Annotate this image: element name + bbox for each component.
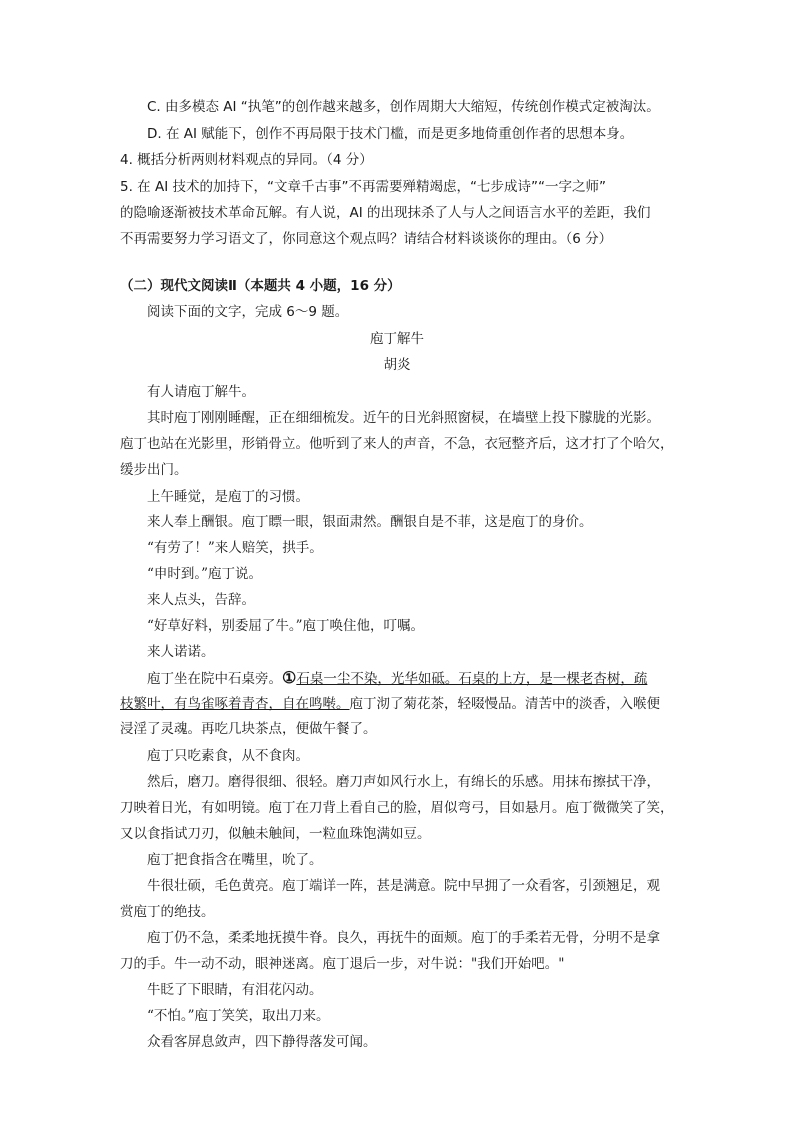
story-author: 胡炎 xyxy=(383,357,411,373)
paragraph-12-line-2: 刀映着日光，有如明镜。庖丁在刀背上看自己的脸，眉似弯弓，目如悬月。庖丁微微笑了笑， xyxy=(120,800,674,816)
question-5-line-1: 5. 在 AI 技术的加持下，“文章千古事”不再需要殚精竭虑，“七步成诗”“一字之师” xyxy=(120,179,606,195)
paragraph-10-lead: 庖丁坐在院中石桌旁。 xyxy=(147,671,282,687)
paragraph-10-line-3: 浸淫了灵魂。再吃几块茶点，便做午餐了。 xyxy=(120,721,377,737)
paragraph-15-line-2: 刀的手。牛一动不动，眼神迷离。庖丁退后一步，对牛说："我们开始吧。" xyxy=(120,956,565,972)
paragraph-5: “有劳了！”来人赔笑，拱手。 xyxy=(147,540,323,556)
paragraph-18: 众看客屏息敛声，四下静得落发可闻。 xyxy=(147,1034,377,1050)
paragraph-12-line-1: 然后，磨刀。磨得很细、很轻。磨刀声如风行水上，有绵长的乐感。用抹布擦拭干净， xyxy=(147,774,660,790)
paragraph-11: 庖丁只吃素食，从不食肉。 xyxy=(147,748,309,764)
paragraph-6: “申时到。”庖丁说。 xyxy=(147,566,263,582)
question-4: 4. 概括分析两则材料观点的异同。（4 分） xyxy=(120,152,373,168)
paragraph-10-line-2 xyxy=(120,694,660,714)
paragraph-10-rest: 庖丁沏了菊花茶，轻啜慢品。清苦中的淡香，入喉便 xyxy=(349,696,660,712)
paragraph-4: 来人奉上酬银。庖丁瞟一眼，银面肃然。酬银自是不菲，这是庖丁的身价。 xyxy=(147,514,593,530)
question-5-line-2: 的隐喻逐渐被技术革命瓦解。有人说，AI 的出现抹杀了人与人之间语言水平的差距，我们 xyxy=(120,205,651,221)
paragraph-17: “不怕。”庖丁笑笑，取出刀来。 xyxy=(147,1008,330,1024)
story-title: 庖丁解牛 xyxy=(370,331,424,347)
option-c: C. 由多模态 AI “执笔”的创作越来越多，创作周期大大缩短，传统创作模式定被淘汰。 xyxy=(147,99,660,115)
paragraph-7: 来人点头，告辞。 xyxy=(147,592,255,608)
paragraph-10-line-1 xyxy=(147,668,647,689)
paragraph-12-line-3: 又以食指试刀刃，似触未触间，一粒血珠饱满如豆。 xyxy=(120,826,431,842)
option-d: D. 在 AI 赋能下，创作不再局限于技术门槛，而是更多地倚重创作者的思想本身。 xyxy=(147,126,634,142)
annotation-marker-1: ① xyxy=(282,668,297,687)
section-instruction: 阅读下面的文字，完成 6～9 题。 xyxy=(147,304,349,320)
paragraph-2-line-1: 其时庖丁刚刚睡醒，正在细细梳发。近午的日光斜照窗棂，在墙壁上投下朦胧的光影。 xyxy=(147,410,660,426)
paragraph-2-line-2: 庖丁也站在光影里，形销骨立。他听到了来人的声音，不急，衣冠整齐后，这才打了个哈欠， xyxy=(120,436,674,452)
paragraph-15-line-1: 庖丁仍不急，柔柔地抚摸牛脊。良久，再抚牛的面颊。庖丁的手柔若无骨，分明不是拿 xyxy=(147,930,660,946)
question-5-line-3: 不再需要努力学习语文了，你同意这个观点吗？请结合材料谈谈你的理由。（6 分） xyxy=(120,231,613,247)
paragraph-13: 庖丁把食指含在嘴里，吮了。 xyxy=(147,852,323,868)
underlined-passage-part-1: 石桌一尘不染，光华如砥。石桌的上方，是一棵老杏树，疏 xyxy=(296,671,648,687)
paragraph-2-line-3: 缓步出门。 xyxy=(120,462,188,478)
paragraph-14-line-1: 牛很壮硕，毛色黄亮。庖丁端详一阵，甚是满意。院中早拥了一众看客，引颈翘足，观 xyxy=(147,878,660,894)
paragraph-1: 有人请庖丁解牛。 xyxy=(147,384,255,400)
paragraph-3: 上午睡觉，是庖丁的习惯。 xyxy=(147,489,309,505)
paragraph-8: “好草好料，别委屈了牛。”庖丁唤住他，叮嘱。 xyxy=(147,618,425,634)
section-heading: （二）现代文阅读Ⅱ（本题共 4 小题，16 分） xyxy=(120,278,401,294)
underlined-passage-part-2: 枝繁叶，有鸟雀啄着青杏，自在鸣啭。 xyxy=(120,696,350,712)
paragraph-14-line-2: 赏庖丁的绝技。 xyxy=(120,904,215,920)
paragraph-16: 牛眨了下眼睛，有泪花闪动。 xyxy=(147,982,323,998)
paragraph-9: 来人诺诺。 xyxy=(147,644,215,660)
